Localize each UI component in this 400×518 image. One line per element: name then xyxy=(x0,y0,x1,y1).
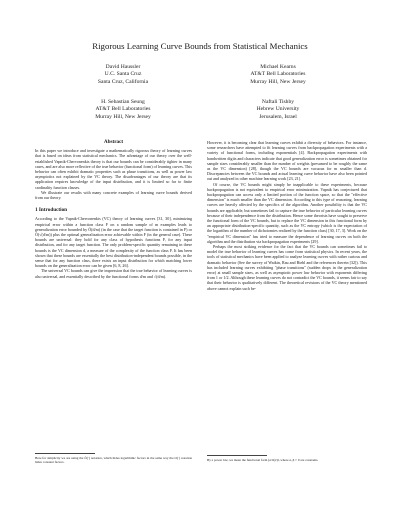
footnote-rule xyxy=(207,455,267,456)
footnote: Here for simplicity we are using the Õ(·) notation, which hides logarithmic factors in the same way the O(·) notation hides constant factors. xyxy=(35,456,192,465)
body-paragraph: However, it is becoming clear that learning curves exhibit a diversity of behaviors. For instance, some researchers have attempted to fit learning curves from backpropagation experiments with a variety of functional forms, including exponentials [4]. Backpropagation experiments with handwritten digits and characters indicate that good generalization error is sometimes obtained for sample sizes considerably smaller than the number of weights (presumed to be roughly the same as the VC dimension) [28], though the VC bounds are vacuous for m smaller than d. Discrepancies between the VC bounds and actual learning curve behavior have also been pointed out and analyzed in other machine learning work [23, 21]. xyxy=(207,140,367,182)
author-name: Naftali Tishby xyxy=(261,99,295,105)
body-paragraph: Perhaps the most striking evidence for the fact that the VC bounds can sometimes fail to model the true behavior of learning curves has come from statistical physics. In recent years, the tools of statistical mechanics have been applied to analyze learning curves with rather curious and dramatic behavior (See the survey of Watkin, Rau and Biehl and the references therein [32]). This has included learning curves exhibiting "phase transitions" (sudden drops in the generalization error) at small sample sizes, as well as asymptotic power law behavior with exponents differing from 1 or 1/2. Although these learning curves do not contradict the VC bounds, it seems fair to say that their behavior is qualitatively different. The theoretical revisions of the VC theory mentioned above cannot explain such be- xyxy=(207,244,367,291)
author-block-4 xyxy=(203,99,353,121)
author-block-2 xyxy=(203,64,353,86)
author-block-3 xyxy=(48,99,198,121)
body-paragraph: Of course, the VC bounds might simply be inapplicable to these experiments, because backpropagation is not equivalent to empirical error minimization. Vapnik has conjectured that backpropagation can access only a limited portion of the function space, so that the "effective dimension" is much smaller than the VC dimension. According to this type of reasoning, learning curves are heavily affected by the specifics of the algorithm. Another possibility is that the VC bounds are applicable, but sometimes fail to capture the true behavior of particular learning curves because of their independence from the distribution. Hence some theorists have sought to preserve the functional form of the VC bounds, but to replace the VC dimension in this functional form by an appropriate distribution-specific quantity, such as the VC entropy (which is the expectation of the logarithm of the number of dichotomies realized by the function class) [30, 17, 3]. Work on the "empirical VC dimension" has tried to measure the dependence of learning curves on both the algorithm and the distribution via backpropagation experiments [29]. xyxy=(207,181,367,244)
author-affiliation: AT&T Bell Laboratories xyxy=(95,106,151,113)
author-name: David Haussler xyxy=(105,64,141,70)
author-name: Michael Kearns xyxy=(260,64,296,70)
author-block-1 xyxy=(48,64,198,86)
author-affiliation: U.C. Santa Cruz xyxy=(104,71,142,78)
right-column xyxy=(207,140,367,291)
footnote-rule xyxy=(35,453,95,454)
author-affiliation: AT&T Bell Laboratories xyxy=(250,71,306,78)
section-heading-introduction: 1 Introduction xyxy=(35,207,68,214)
author-name: H. Sebastian Seung xyxy=(101,99,145,105)
body-paragraph: According to the Vapnik-Chervonenkis (VC) theory of learning curves [31, 30], minimizing empirical error within a function class F on a random sample of m examples leads to generalization error bounded by Õ(d/m) (in the case that the target function is contained in F) or Õ(√(d/m)) plus the optimal generalization error achievable within F (in the general case). These bounds are universal: they hold for any class of hypothesis functions F, for any input distribution, and for any target function. The only problem-specific quantity remaining in these bounds is the VC dimension d, a measure of the complexity of the function class F. It has been shown that these bounds are essentially the best distribution-independent bounds possible, in the sense that for any function class, there exists an input distribution for which matching lower bounds on the generalization error can be given [6, 8, 26]. xyxy=(35,216,192,269)
paper-title: Rigorous Learning Curve Bounds from Statistical Mechanics xyxy=(92,41,308,51)
author-affiliation: Hebrew University xyxy=(256,106,300,113)
author-location: Murray Hill, New Jersey xyxy=(95,113,151,120)
body-paragraph: The universal VC bounds can give the impression that the true behavior of learning curves is also universal, and essentially described by the functional forms d/m and √(d/m). xyxy=(35,268,192,279)
abstract-paragraph: We illustrate our results with many concrete examples of learning curve bounds derived from our theory. xyxy=(35,189,192,201)
footnote: By a power law, we mean the functional form (α/m)^β, where α, β > 0 are constants. xyxy=(207,458,319,462)
abstract-heading: Abstract xyxy=(103,139,124,145)
author-location: Jerusalem, Israel xyxy=(259,113,297,120)
abstract-paragraph: In this paper we introduce and investigate a mathematically rigorous theory of learning curves that is based on ideas from statistical mechanics. The advantage of our theory over the well-established Vapnik-Chervonenkis theory is that our bounds can be considerably tighter in many cases, and are also more reflective of the true behavior (functional form) of learning curves. This behavior can often exhibit dramatic properties such as phase transitions, as well as power law asymptotics not explained by the VC theory. The disadvantages of our theory are that its application requires knowledge of the input distribution, and it is limited so far to finite cardinality function classes. xyxy=(35,148,192,190)
author-location: Murray Hill, New Jersey xyxy=(250,78,306,85)
author-location: Santa Cruz, California xyxy=(97,78,149,85)
left-column xyxy=(35,140,192,279)
